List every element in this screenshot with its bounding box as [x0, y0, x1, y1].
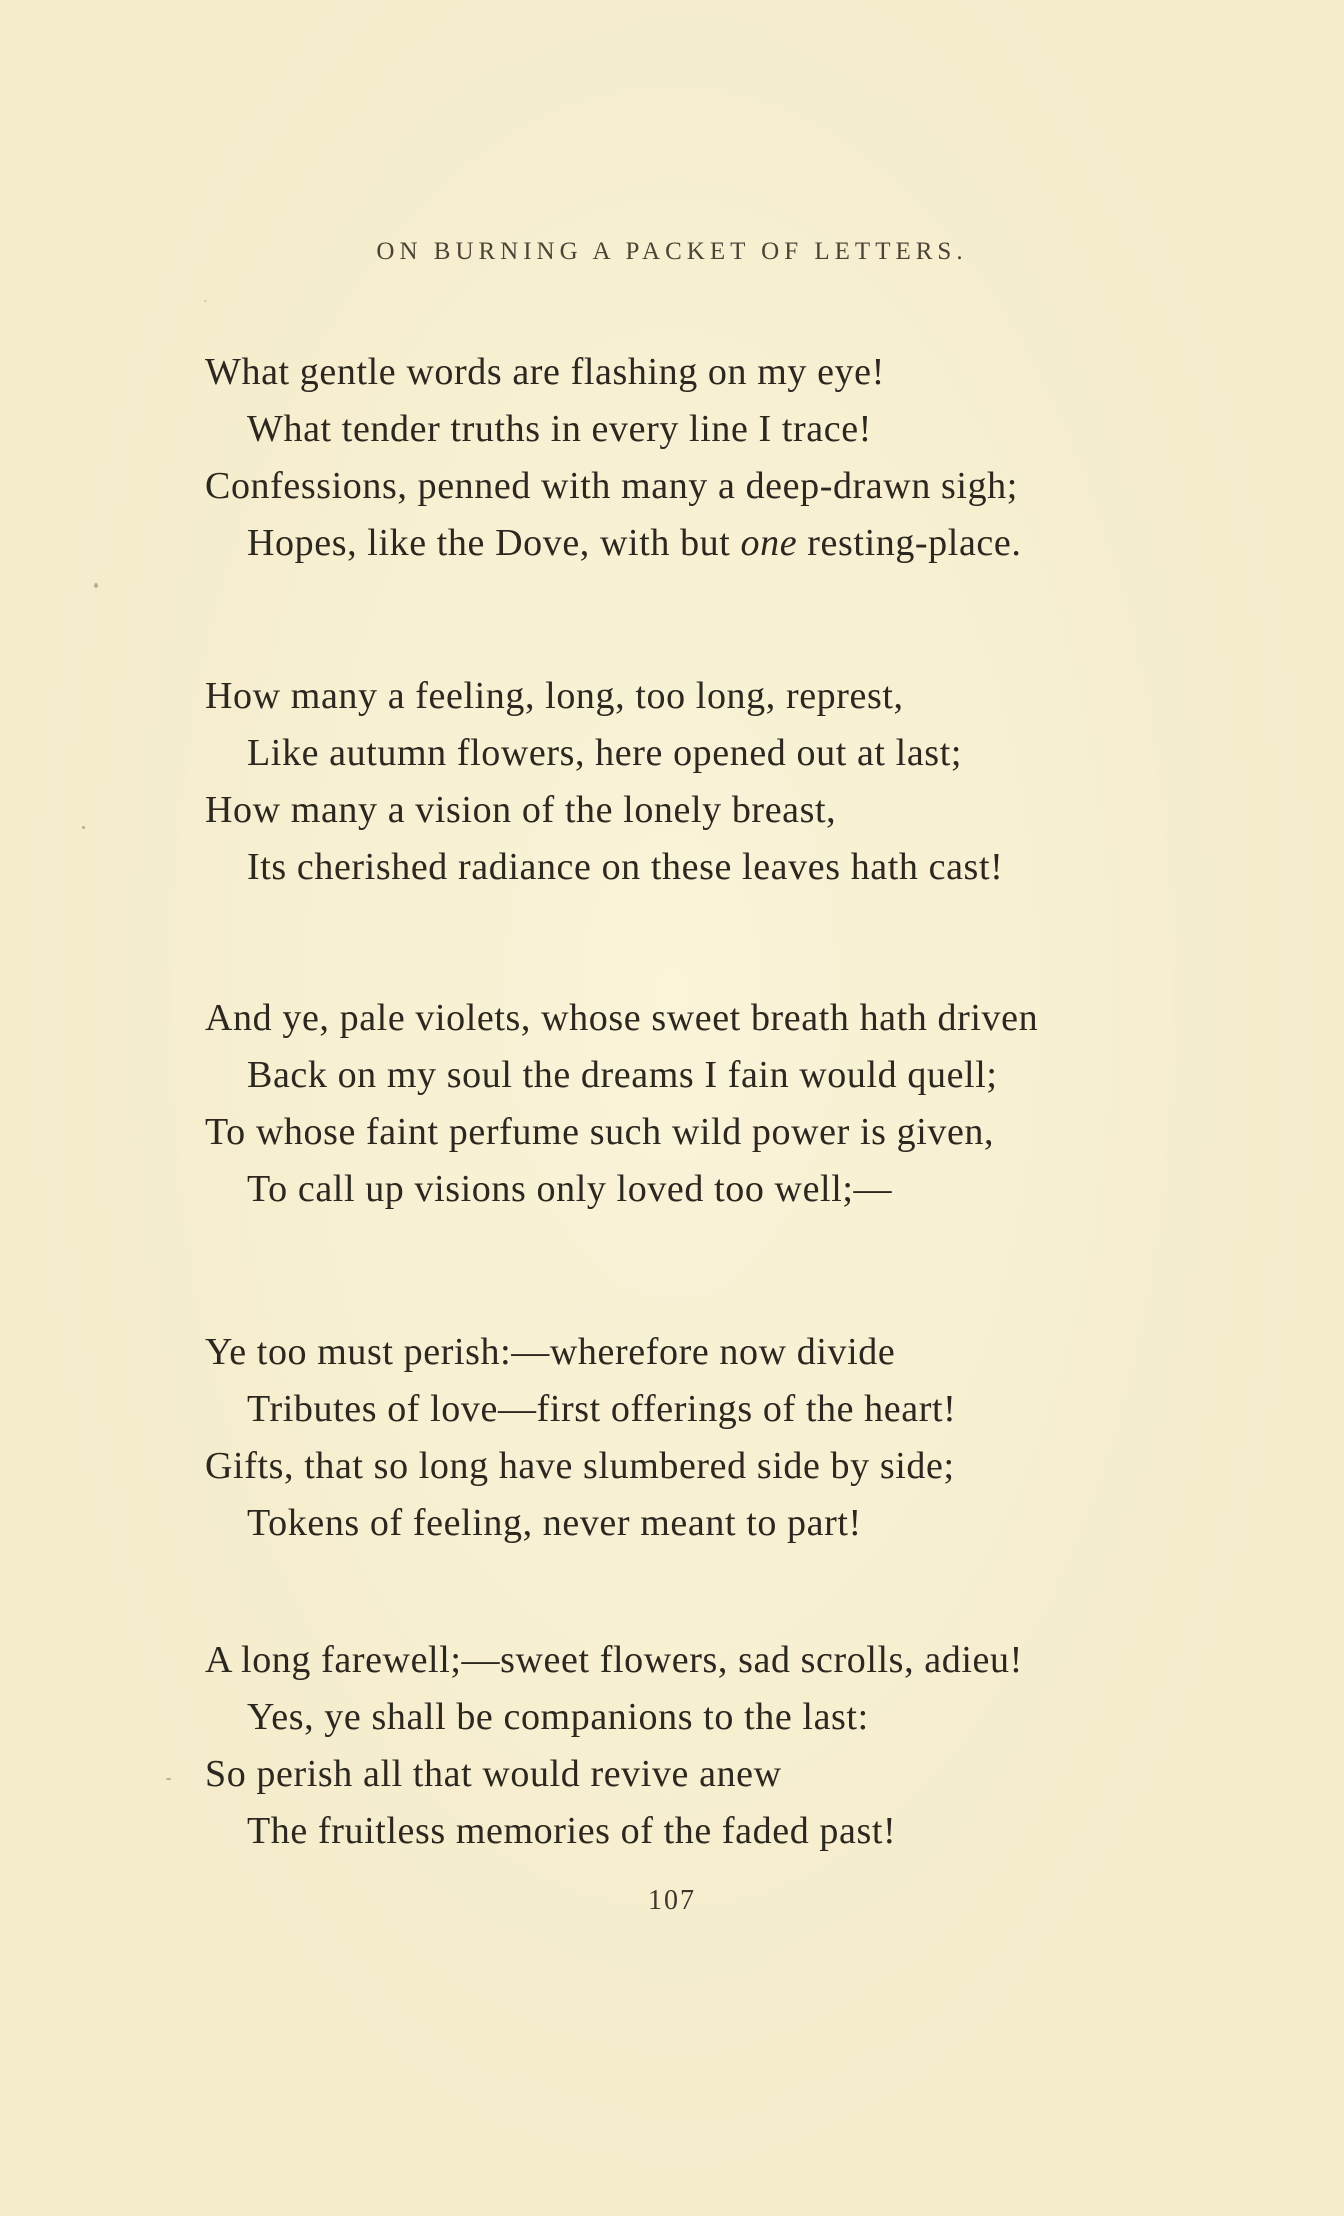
poem-line: How many a vision of the lonely breast,	[205, 789, 837, 831]
poem-line: How many a feeling, long, too long, represt,	[205, 675, 904, 717]
poem-line-part: Hopes, like the Dove, with but	[247, 522, 741, 564]
poem-line: Tokens of feeling, never meant to part!	[247, 1502, 862, 1544]
paper-speck	[166, 1778, 171, 1780]
poem-line: What gentle words are flashing on my eye!	[205, 351, 885, 393]
poem-line: Ye too must perish:—wherefore now divide	[205, 1331, 896, 1373]
poem-line: Tributes of love—first offerings of the heart!	[247, 1388, 957, 1430]
poem-line: A long farewell;—sweet flowers, sad scrolls, adieu!	[205, 1639, 1023, 1681]
paper-speck	[94, 583, 98, 588]
poem-line: Back on my soul the dreams I fain would quell;	[247, 1054, 998, 1096]
paper-speck	[82, 826, 85, 829]
italic-word: one	[740, 522, 798, 564]
poem-line: Gifts, that so long have slumbered side by side;	[205, 1445, 955, 1487]
poem-line-part: resting-place.	[797, 522, 1022, 564]
poem-line: Its cherished radiance on these leaves hath cast!	[247, 846, 1004, 888]
poem-line: Yes, ye shall be companions to the last:	[247, 1696, 869, 1738]
poem-line: Like autumn flowers, here opened out at last;	[247, 732, 963, 774]
paper-speck	[204, 300, 207, 302]
poem-line	[247, 521, 1021, 565]
poem-line: The fruitless memories of the faded past!	[247, 1810, 897, 1852]
poem-line: So perish all that would revive anew	[205, 1753, 782, 1795]
poem-line: What tender truths in every line I trace!	[247, 408, 872, 450]
page-number: 107	[648, 1885, 696, 1916]
running-head: ON BURNING A PACKET OF LETTERS.	[376, 238, 968, 265]
poem-line: Confessions, penned with many a deep-drawn sigh;	[205, 465, 1018, 507]
poem-line: To whose faint perfume such wild power is given,	[205, 1111, 995, 1153]
poem-line: To call up visions only loved too well;—	[247, 1168, 893, 1210]
poem-line: And ye, pale violets, whose sweet breath hath driven	[205, 997, 1039, 1039]
